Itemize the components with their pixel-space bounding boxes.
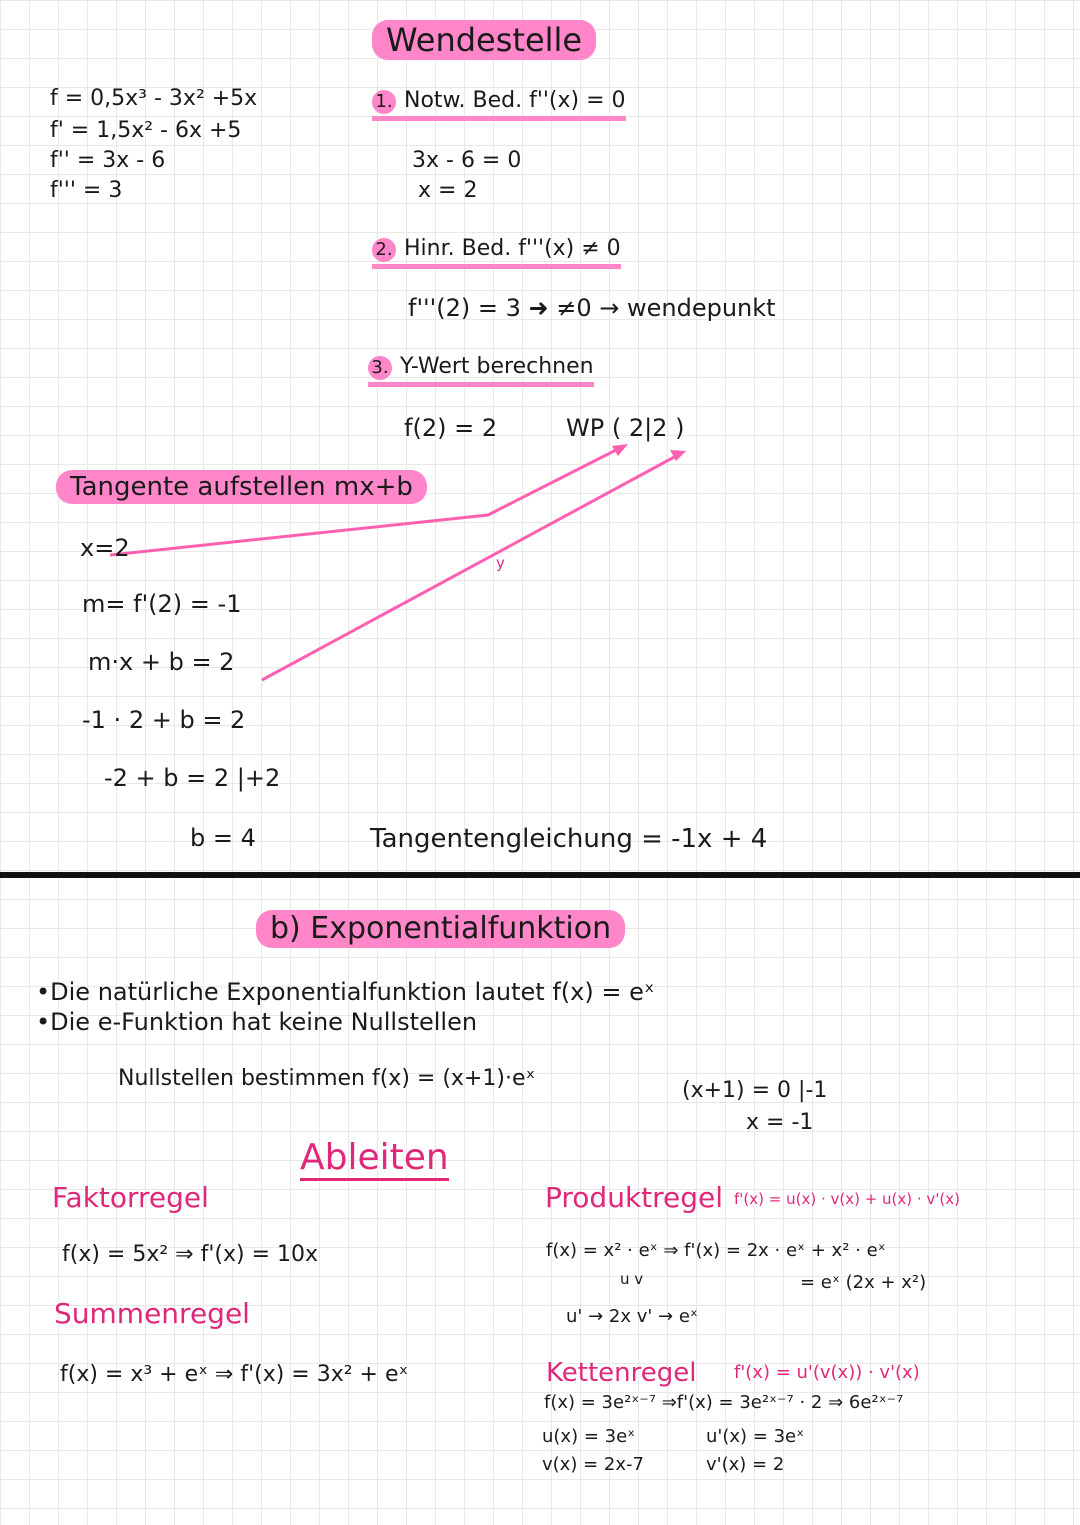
section-title-exponential: b) Exponentialfunktion [256, 910, 625, 948]
tangent-line: x=2 [80, 534, 130, 562]
tangent-line: b = 4 [190, 824, 256, 852]
tangent-equation: Tangentengleichung = -1x + 4 [370, 824, 768, 854]
step1-heading: 1. Notw. Bed. f''(x) = 0 [372, 90, 626, 121]
kettenregel-u-prime: u'(x) = 3eˣ [706, 1426, 805, 1447]
produktregel-line1: f(x) = x² · eˣ ⇒ f'(x) = 2x · eˣ + x² · eˣ [546, 1240, 886, 1261]
zeros-result: x = -1 [746, 1110, 814, 1135]
step3-calc: f(2) = 2 [404, 414, 498, 442]
step1-line: 3x - 6 = 0 [412, 148, 522, 173]
tangent-title: Tangente aufstellen mx+b [56, 470, 427, 504]
arrow-label-y: y [496, 554, 505, 572]
step2-line: f'''(2) = 3 ➜ ≠0 → wendepunkt [408, 294, 776, 322]
kettenregel-formula: f'(x) = u'(v(x)) · v'(x) [734, 1362, 920, 1383]
kettenregel-v: v(x) = 2x-7 [542, 1454, 644, 1475]
derive-title: Ableiten [300, 1140, 449, 1181]
func-row: f = 0,5x³ - 3x² +5x [50, 86, 258, 111]
section-divider [0, 872, 1080, 878]
summenregel-line: f(x) = x³ + eˣ ⇒ f'(x) = 3x² + eˣ [60, 1362, 409, 1387]
func-row: f'' = 3x - 6 [50, 148, 166, 173]
produktregel-derivatives: u' → 2x v' → eˣ [566, 1306, 698, 1327]
produktregel-line2: = eˣ (2x + x²) [800, 1272, 927, 1293]
func-row: f''' = 3 [50, 178, 123, 203]
zeros-step: (x+1) = 0 |-1 [682, 1078, 828, 1103]
section-title-wendestelle: Wendestelle [372, 20, 596, 60]
kettenregel-v-prime: v'(x) = 2 [706, 1454, 785, 1475]
zeros-label: Nullstellen bestimmen f(x) = (x+1)·eˣ [118, 1066, 536, 1091]
step2-heading: 2. Hinr. Bed. f'''(x) ≠ 0 [372, 238, 621, 269]
kettenregel-u: u(x) = 3eˣ [542, 1426, 636, 1447]
tangent-line: m·x + b = 2 [88, 648, 235, 676]
bullet-item: •Die natürliche Exponentialfunktion lautet f(x) = eˣ [36, 978, 655, 1006]
produktregel-uv-marks: u v [620, 1270, 644, 1288]
tangent-line: m= f'(2) = -1 [82, 590, 242, 618]
kettenregel-line1: f(x) = 3e²ˣ⁻⁷ ⇒f'(x) = 3e²ˣ⁻⁷ · 2 ⇒ 6e²ˣ⁻⁷ [544, 1392, 904, 1413]
tangent-line: -2 + b = 2 |+2 [104, 764, 281, 792]
summenregel-title: Summenregel [54, 1297, 250, 1330]
step3-heading: 3. Y-Wert berechnen [368, 356, 594, 387]
bullet-item: •Die e-Funktion hat keine Nullstellen [36, 1008, 478, 1036]
kettenregel-title: Kettenregel [546, 1358, 697, 1388]
wendepunkt-value: WP ( 2|2 ) [566, 414, 685, 442]
faktorregel-line: f(x) = 5x² ⇒ f'(x) = 10x [62, 1242, 319, 1267]
func-row: f' = 1,5x² - 6x +5 [50, 118, 242, 143]
tangent-line: -1 · 2 + b = 2 [82, 706, 246, 734]
step1-result: x = 2 [418, 178, 478, 203]
produktregel-title: Produktregel [545, 1181, 724, 1214]
faktorregel-title: Faktorregel [52, 1181, 209, 1214]
produktregel-formula: f'(x) = u(x) · v(x) + u(x) · v'(x) [734, 1190, 961, 1208]
